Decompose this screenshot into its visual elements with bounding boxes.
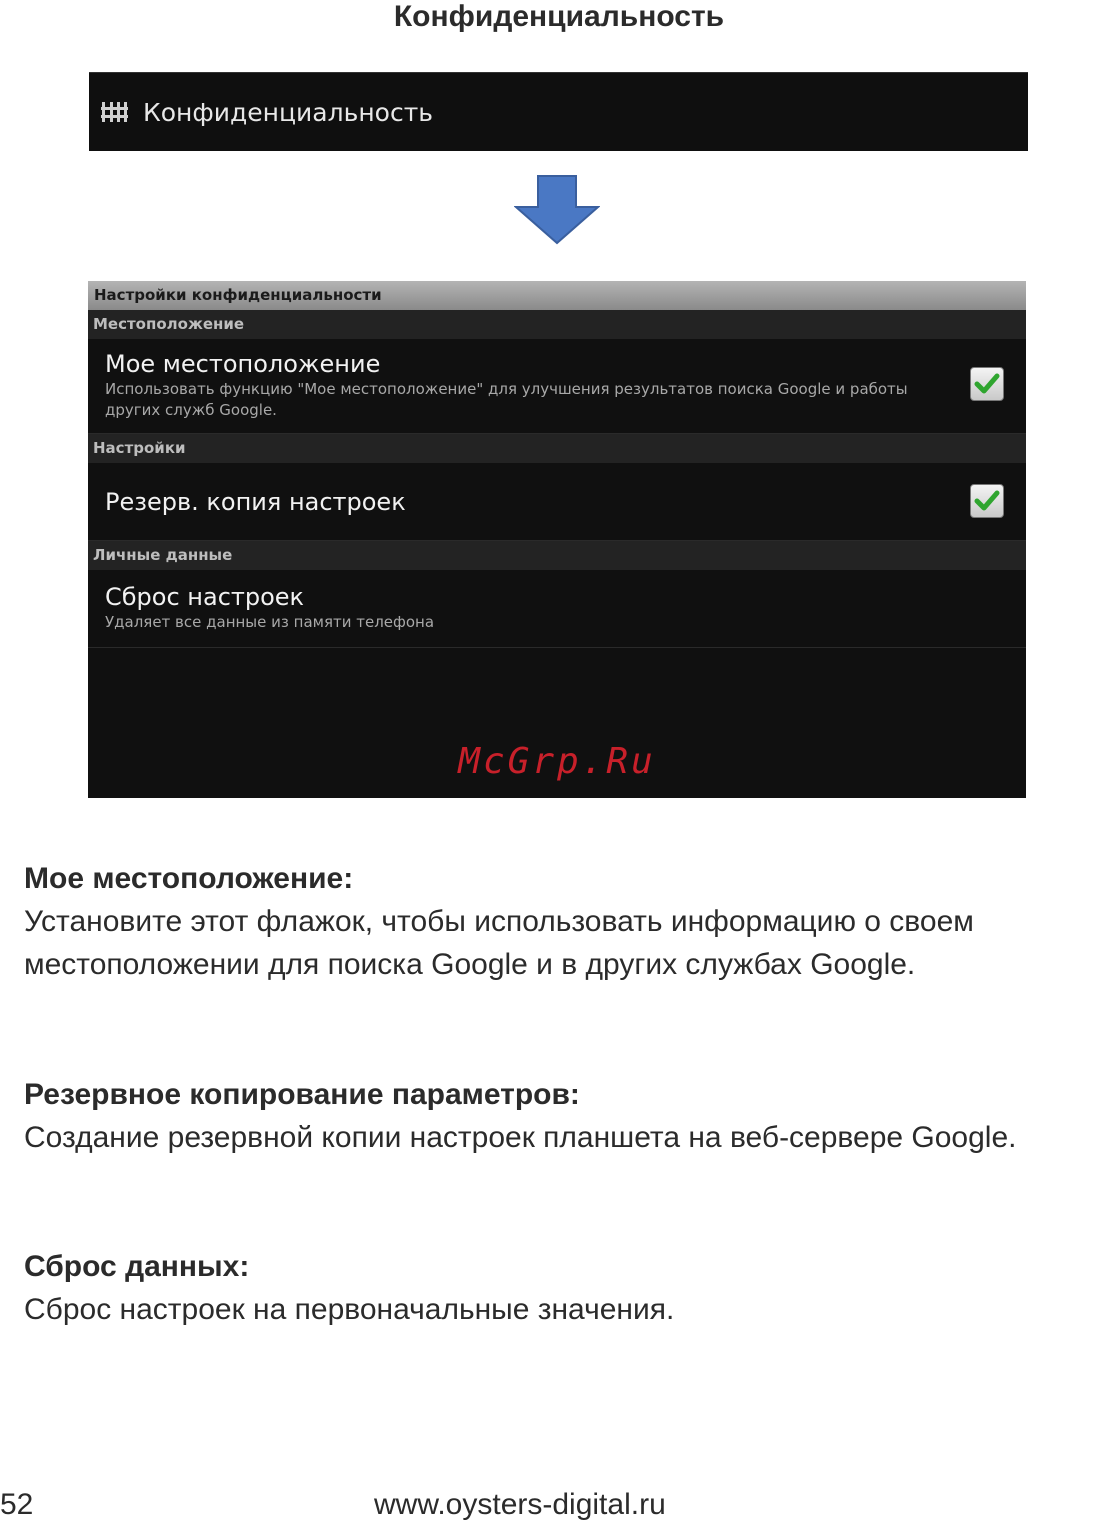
privacy-settings-screen: [88, 281, 1026, 798]
description-backup: [24, 1073, 1094, 1159]
description-text: Сброс настроек на первоначальные значения.: [24, 1293, 675, 1326]
description-heading: Сброс данных:: [24, 1250, 250, 1283]
page-number: 52: [0, 1488, 34, 1521]
pref-summary: Удаляет все данные из памяти телефона: [105, 613, 435, 631]
checkmark-icon: [974, 371, 1000, 397]
footer-url: www.oysters-digital.ru: [374, 1488, 666, 1521]
watermark: McGrp.Ru: [458, 741, 656, 782]
description-heading: Мое местоположение:: [24, 862, 354, 895]
arrow-down-icon: [514, 175, 600, 245]
pref-title: Мое местоположение: [105, 350, 381, 378]
description-my-location: [24, 857, 1094, 986]
menu-item-label: Конфиденциальность: [143, 97, 434, 127]
checkmark-icon: [974, 488, 1000, 514]
pref-backup-settings[interactable]: [88, 463, 1026, 541]
section-header-personal-data: Личные данные: [88, 541, 1026, 570]
backup-settings-checkbox[interactable]: [970, 484, 1004, 518]
pref-my-location[interactable]: [88, 339, 1026, 434]
description-text: Установите этот флажок, чтобы использовать информацию о своем местоположении для поиска Google и в других службах Google.: [24, 905, 974, 981]
my-location-checkbox[interactable]: [970, 367, 1004, 401]
section-header-settings: Настройки: [88, 434, 1026, 463]
pref-summary: Использовать функцию "Мое местоположение" для улучшения результатов поиска Google и работы других служб Google.: [105, 380, 908, 419]
privacy-fence-icon: [101, 100, 129, 124]
description-reset: [24, 1245, 1094, 1331]
settings-title-bar: Настройки конфиденциальности: [88, 281, 1026, 310]
pref-factory-reset[interactable]: [88, 570, 1026, 648]
description-text: Создание резервной копии настроек планшета на веб-сервере Google.: [24, 1121, 1017, 1154]
page-heading: Конфиденциальность: [393, 0, 725, 33]
menu-item-privacy[interactable]: [89, 72, 1028, 151]
description-heading: Резервное копирование параметров:: [24, 1078, 580, 1111]
pref-title: Резерв. копия настроек: [105, 488, 406, 516]
pref-title: Сброс настроек: [105, 583, 305, 611]
section-header-location: Местоположение: [88, 310, 1026, 339]
